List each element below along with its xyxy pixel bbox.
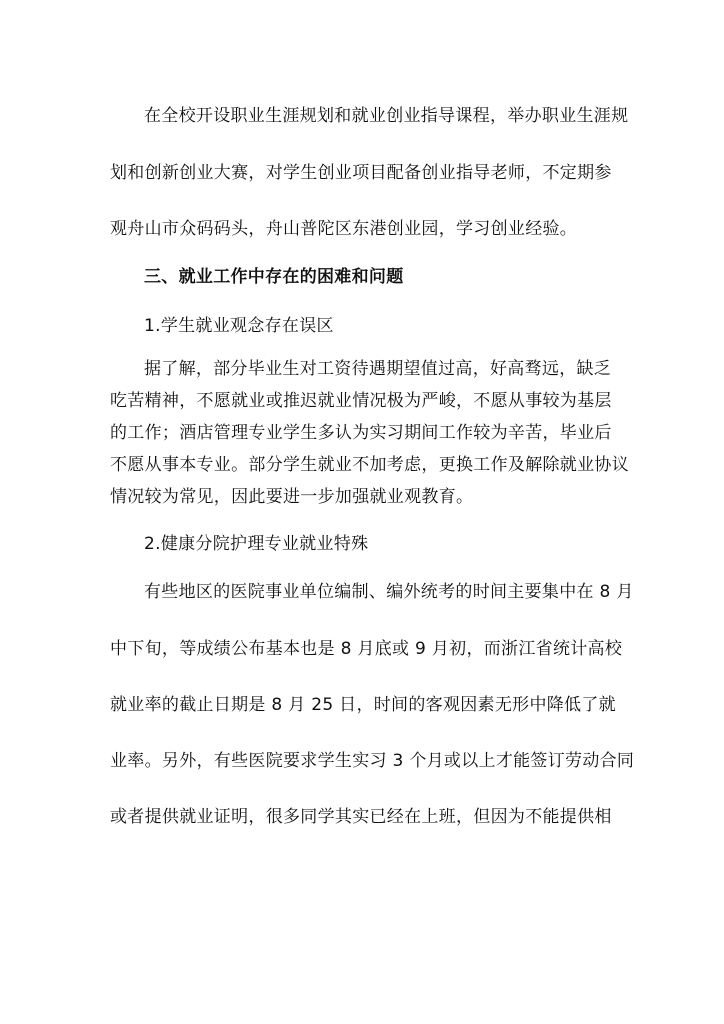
paragraph-line: 情况较为常见，因此要进一步加强就业观教育。 [110, 487, 474, 507]
section-heading: 三、就业工作中存在的困难和问题 [144, 267, 404, 287]
subheading: 1.学生就业观念存在误区 [144, 316, 334, 336]
paragraph-line: 中下旬，等成绩公布基本也是 8 月底或 9 月初，而浙江省统计高校 [110, 639, 623, 659]
paragraph-line: 业率。另外，有些医院要求学生实习 3 个月或以上才能签订劳动合同 [110, 751, 635, 771]
subheading: 2.健康分院护理专业就业特殊 [144, 534, 369, 554]
paragraph-line: 据了解，部分毕业生对工资待遇期望值过高，好高骛远，缺乏 [144, 359, 612, 379]
paragraph-line: 吃苦精神，不愿就业或推迟就业情况极为严峻，不愿从事较为基层 [110, 391, 612, 411]
paragraph-line: 划和创新创业大赛，对学生创业项目配备创业指导老师，不定期参 [110, 163, 612, 183]
paragraph-line: 的工作；酒店管理专业学生多认为实习期间工作较为辛苦，毕业后 [110, 423, 612, 443]
paragraph-line: 观舟山市众码码头，舟山普陀区东港创业园，学习创业经验。 [110, 219, 578, 239]
paragraph-line: 或者提供就业证明，很多同学其实已经在上班，但因为不能提供相 [110, 807, 612, 827]
paragraph-line: 就业率的截止日期是 8 月 25 日，时间的客观因素无形中降低了就 [110, 695, 616, 715]
paragraph-line: 有些地区的医院事业单位编制、编外统考的时间主要集中在 8 月 [144, 582, 634, 602]
paragraph-line: 不愿从事本专业。部分学生就业不加考虑，更换工作及解除就业协议 [110, 455, 629, 475]
paragraph-line: 在全校开设职业生涯规划和就业创业指导课程，举办职业生涯规 [144, 106, 629, 126]
